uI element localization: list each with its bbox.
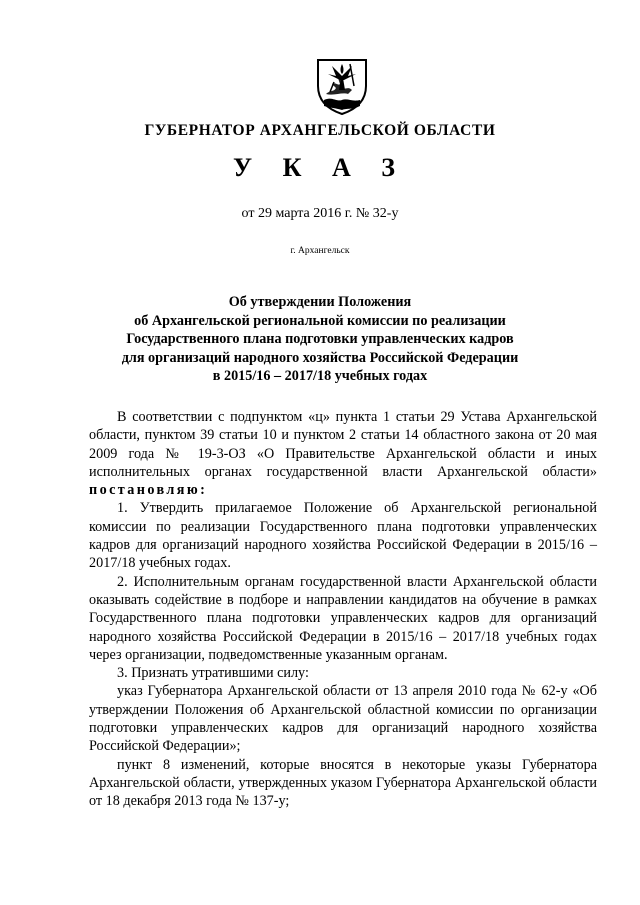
- document-body: [89, 408, 597, 811]
- body-paragraph: указ Губернатора Архангельской области от 13 апреля 2010 года № 62-у «Об утверждении Положения об Архангельской областной комиссии по организации подготовки управленческих кадров для организаций народного хозяйства Российской Федерации»;: [89, 683, 597, 755]
- document-title: [0, 293, 640, 386]
- title-line: для организаций народного хозяйства Российской Федерации: [121, 349, 519, 366]
- title-line: в 2015/16 – 2017/18 учебных годах: [212, 368, 428, 385]
- title-line: Государственного плана подготовки управленческих кадров: [126, 331, 514, 348]
- body-paragraph: 1. Утвердить прилагаемое Положение об Архангельской региональной комиссии по реализации Государственного плана подготовки управленческих кадров для организаций народного хозяйства Российской Федерации в 2015/16 – 2017/18 учебных годах.: [89, 500, 597, 572]
- issuing-authority: ГУБЕРНАТОР АРХАНГЕЛЬСКОЙ ОБЛАСТИ: [144, 122, 496, 139]
- coat-of-arms-icon: [312, 56, 372, 116]
- document-type: У К А З: [233, 153, 407, 182]
- title-line: об Архангельской региональной комиссии по реализации: [134, 312, 506, 329]
- body-paragraph: пункт 8 изменений, которые вносятся в некоторые указы Губернатора Архангельской области, утвержденных указом Губернатора Архангельской области от 18 декабря 2013 года № 137-у;: [89, 756, 597, 810]
- preamble-text: В соответствии с подпунктом «ц» пункта 1 статьи 29 Устава Архангельской области, пунктом 39 статьи 10 и пунктом 2 статьи 14 областного закона от 20 мая 2009 года № 19-3-ОЗ «О Правительстве Архангельской области и иных исполнительных органах государственной власти Архангельской области»: [89, 409, 597, 480]
- document-date-number: от 29 марта 2016 г. № 32-у: [241, 206, 399, 221]
- title-line: Об утверждении Положения: [228, 294, 412, 310]
- body-paragraph: 2. Исполнительным органам государственной власти Архангельской области оказывать содействие в подборе и направлении кандидатов на обучение в рамках Государственного плана подготовки управленческих кадров для организаций народного хозяйства Российской Федерации в 2015/16 – 2017/18 учебных годах через организации, подведомственные указанным органам.: [89, 573, 597, 663]
- preamble-paragraph: [89, 408, 597, 499]
- decree-word: постановляю:: [89, 482, 208, 499]
- body-paragraph: 3. Признать утратившими силу:: [117, 665, 309, 682]
- document-place: г. Архангельск: [290, 246, 350, 256]
